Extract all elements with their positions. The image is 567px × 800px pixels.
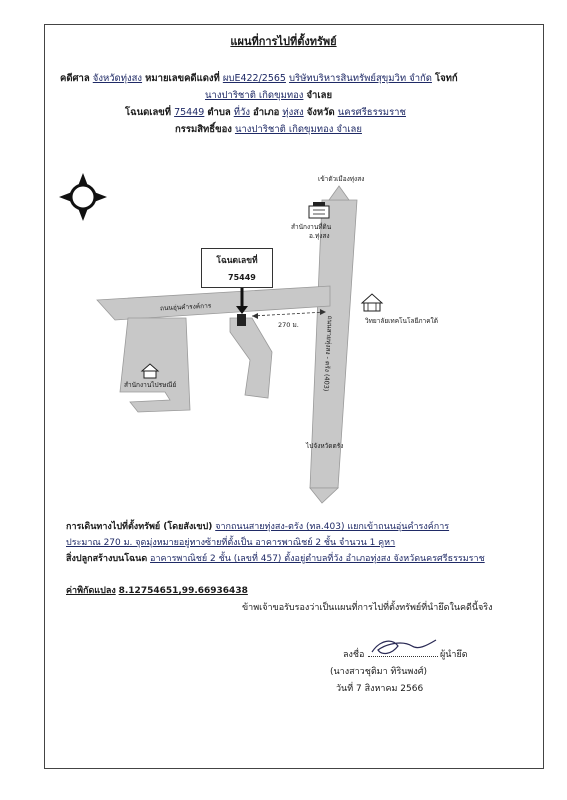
- land-office-sub-label: อ.ทุ่งสง: [309, 232, 330, 240]
- owner-name: นางปาริชาติ เกิดขุมทอง จำเลย: [234, 124, 362, 135]
- coords-value: 8.12754651,99.66936438: [118, 586, 248, 596]
- coords-label: ค่าพิกัดแปลง: [66, 586, 116, 596]
- arrow-to-trang: [310, 488, 338, 503]
- to-city-label: เข้าตัวเมืองทุ่งสง: [318, 175, 365, 183]
- certification-text: ข้าพเจ้าขอรับรองว่าเป็นแผนที่การไปที่ตั้งทรัพย์ที่นำยึดในคดีนี้จริง: [242, 603, 493, 613]
- defendant-label: จำเลย: [306, 90, 333, 101]
- deed-label: โฉนดเลขที่: [125, 107, 172, 118]
- land-office-label: สำนักงานที่ดิน: [291, 223, 332, 231]
- province-name: นครศรีธรรมราช: [337, 107, 406, 118]
- main-road-label: ถนนสายทุ่งสง - ตรัง (403): [322, 315, 335, 392]
- post-office-label: สำนักงานไปรษณีย์: [124, 381, 177, 389]
- directions-line-2: [66, 535, 395, 549]
- signature-dotted-line: [368, 656, 438, 657]
- district-name: ทุ่งสง: [282, 107, 304, 118]
- province-label: จังหวัด: [306, 107, 335, 118]
- plaintiff-name: บริษัทบริหารสินทรัพย์สุขุมวิท จำกัด: [288, 73, 432, 84]
- college-label: วิทยาลัยเทคโนโลยีภาคใต้: [365, 317, 438, 325]
- defendant-name: นางปาริชาติ เกิดขุมทอง: [205, 90, 304, 101]
- page-title: แผนที่การไปที่ตั้งทรัพย์: [230, 35, 337, 48]
- directions-label: การเดินทางไปที่ตั้งทรัพย์ (โดยสังเขป): [66, 522, 213, 532]
- directions-text-1: จากถนนสายทุ่งสง-ตรัง (ทล.403) แยกเข้าถนนอุ่นคำรงค์การ: [215, 522, 450, 532]
- deed-number: 75449: [174, 107, 205, 118]
- district-label: อำเภอ: [253, 107, 280, 118]
- coords-line: [66, 583, 248, 597]
- case-label: หมายเลขคดีแดงที่: [145, 73, 220, 84]
- sign-label: ลงชื่อ: [343, 650, 365, 660]
- directions-text-2: ประมาณ 270 ม. จุดมุ่งหมายอยู่ทางซ้ายที่ตั้งเป็น อาคารพาณิชย์ 2 ชั้น จำนวน 1 คูหา: [66, 538, 396, 548]
- deed-callout-label: โฉนดเลขที่: [216, 256, 258, 266]
- building-line: [66, 551, 485, 565]
- plaintiff-label: โจทก์: [434, 73, 458, 84]
- signer-name: (นางสาวชุติมา ทิรินพงศ์): [330, 667, 427, 677]
- to-direction-label: ไปจังหวัดตรัง: [306, 442, 344, 450]
- building-text: อาคารพาณิชย์ 2 ชั้น (เลขที่ 457) ตั้งอยู่ตำบลที่วัง อำเภอทุ่งสง จังหวัดนครศรีธรรมราช: [150, 554, 485, 564]
- subdistrict-label: ตำบล: [207, 107, 231, 118]
- subdistrict-name: ที่วัง: [233, 107, 250, 118]
- building-label: สิ่งปลูกสร้างบนโฉนด: [66, 554, 148, 564]
- signature-mark: [372, 640, 436, 653]
- signer-role: ผู้นำยึด: [440, 650, 468, 660]
- compass-letter: N: [79, 191, 87, 200]
- distance-label: 270 ม.: [278, 321, 299, 329]
- distance-line: [252, 312, 326, 316]
- side-road: [97, 286, 330, 320]
- court-label: คดีศาล: [60, 73, 90, 84]
- arrow-to-city: [329, 186, 349, 200]
- side-road-label: ถนนอุ่นคำรงค์การ: [159, 301, 212, 313]
- target-lot-marker: [237, 314, 246, 326]
- deed-callout-box: [201, 248, 273, 288]
- owner-label: กรรมสิทธิ์ของ: [175, 124, 232, 135]
- directions-line-1: [66, 519, 449, 533]
- deed-callout-number: 75449: [228, 273, 256, 282]
- signature-date: วันที่ 7 สิงหาคม 2566: [336, 684, 424, 694]
- side-streets: [120, 318, 272, 412]
- court-name: จังหวัดทุ่งสง: [92, 73, 143, 84]
- case-number: ผบE422/2565: [222, 73, 286, 84]
- college-icon: [362, 294, 382, 311]
